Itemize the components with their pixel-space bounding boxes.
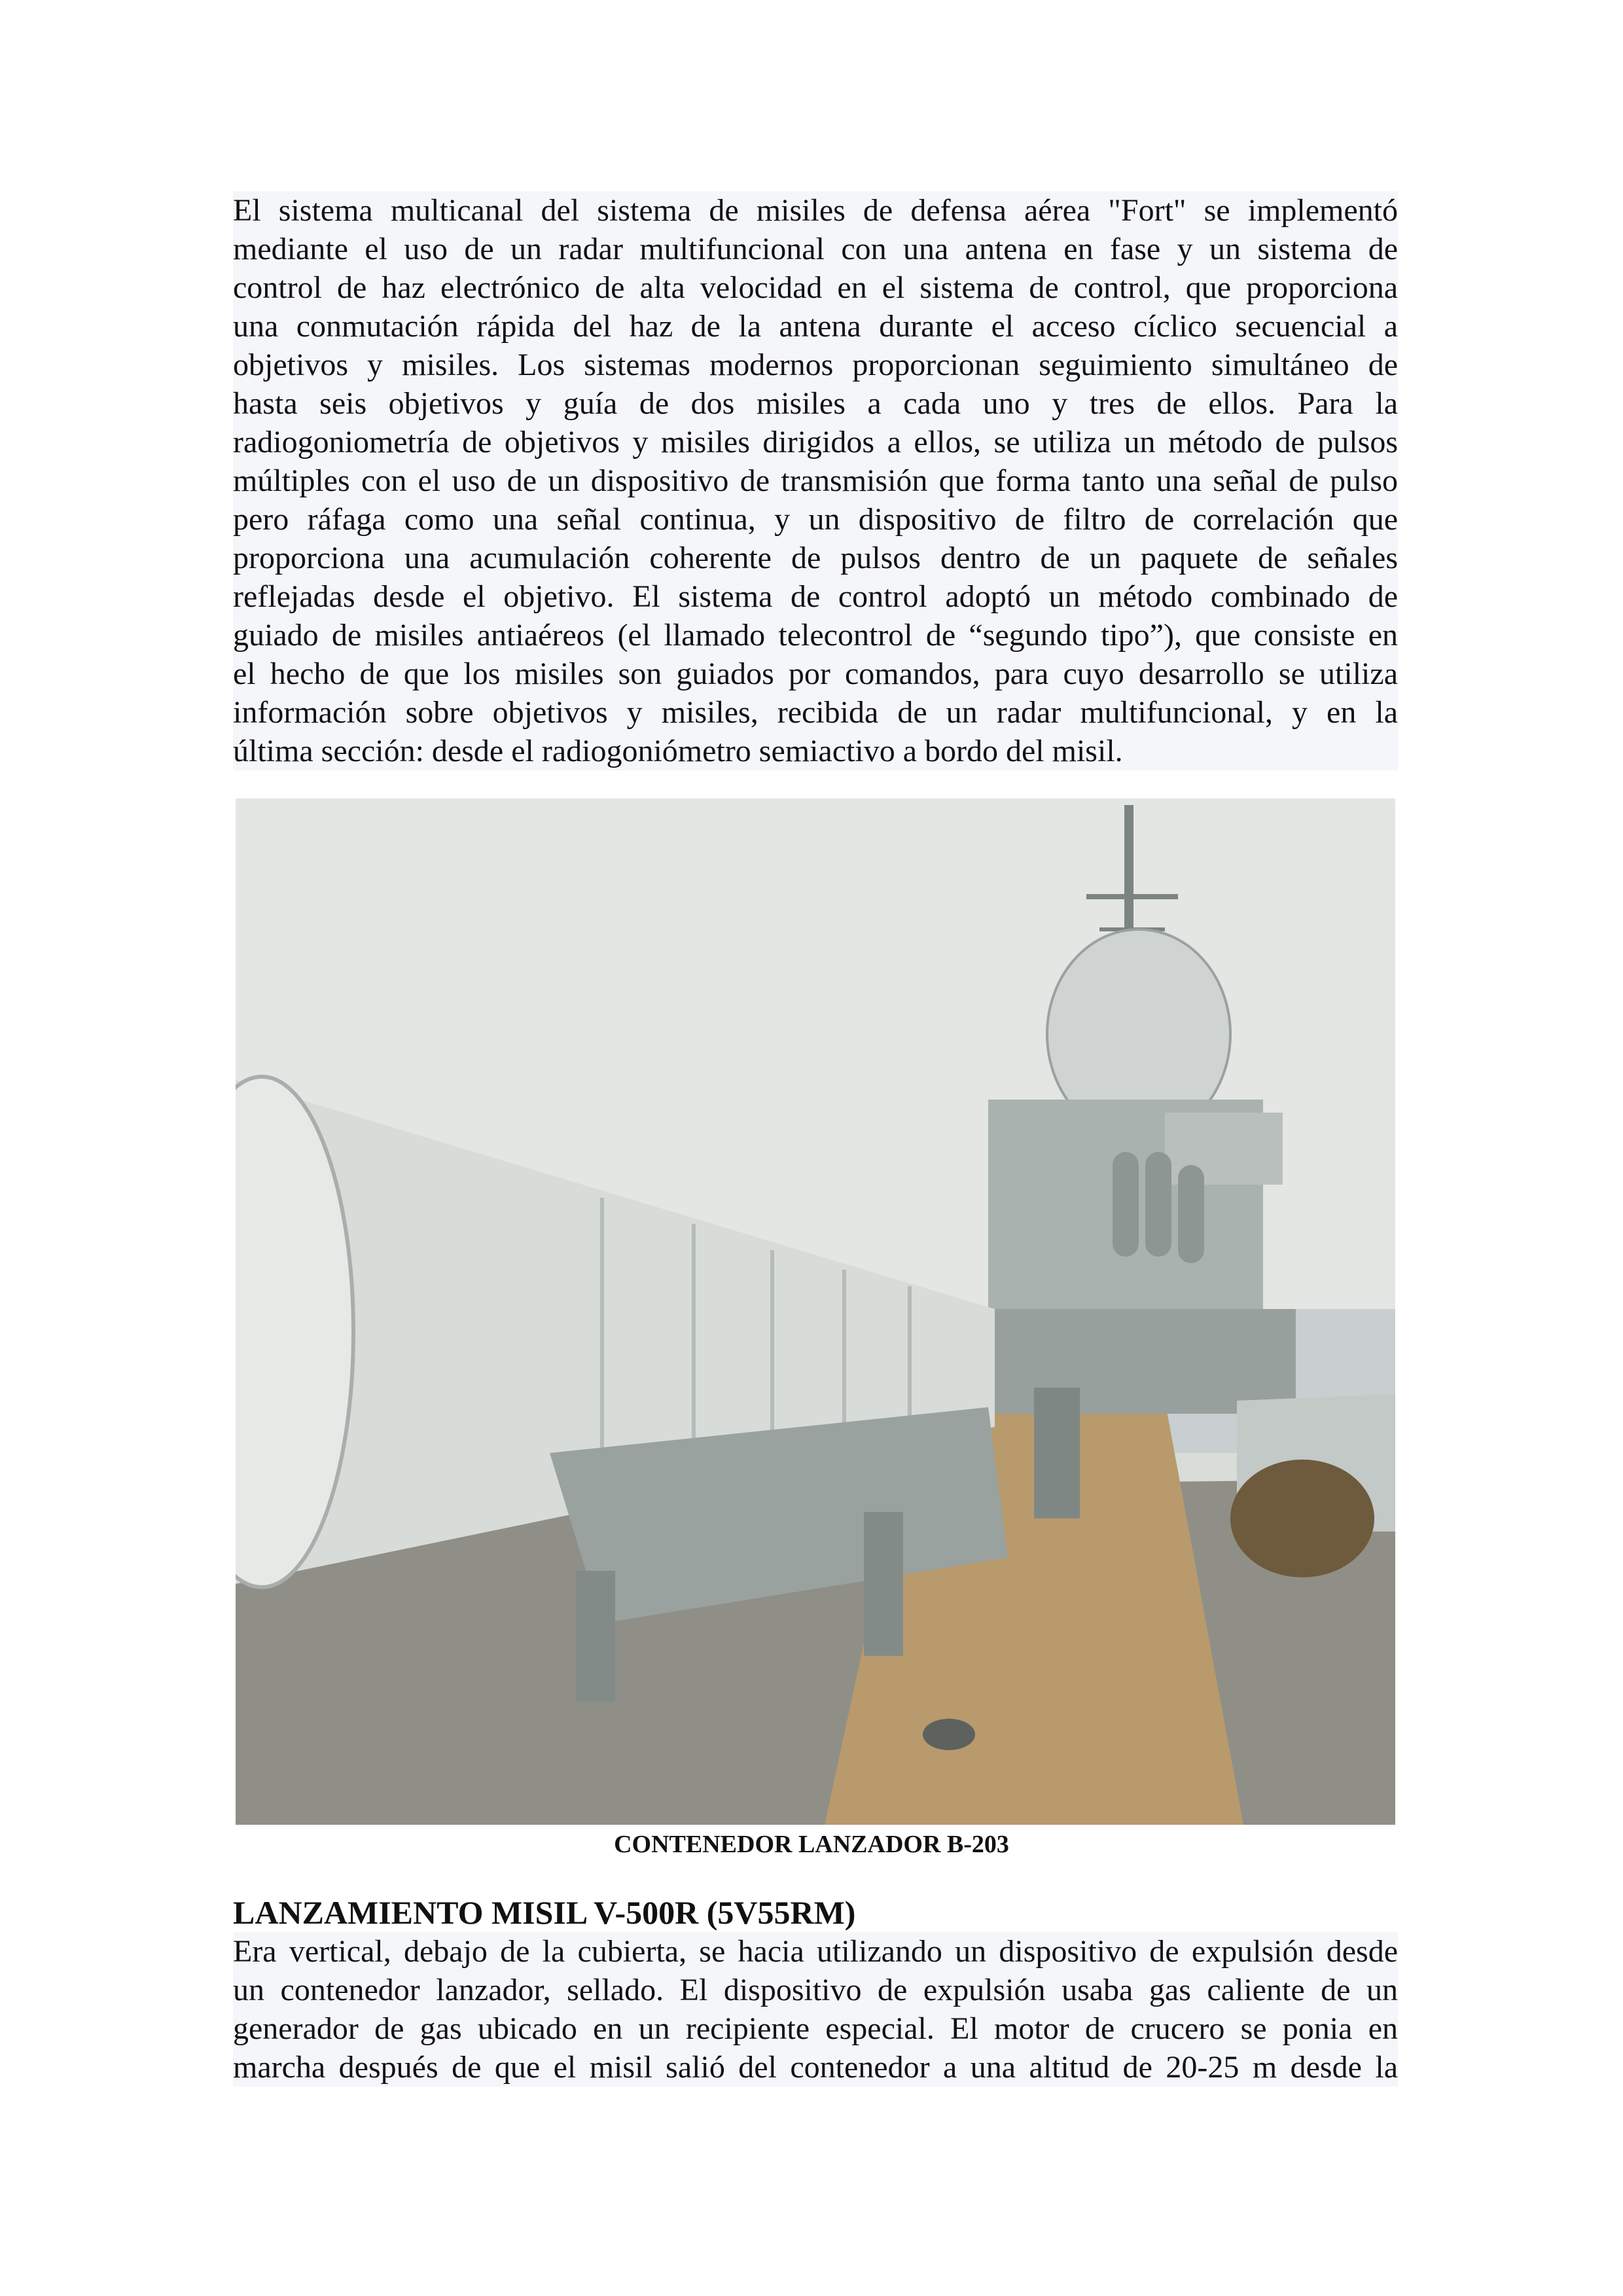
paragraph-line: última sección: desde el radiogoniómetro semiactivo a bordo del misil.	[233, 732, 1398, 770]
paragraph-line: objetivos y misiles. Los sistemas modernos proporcionan seguimiento simultáneo de	[233, 346, 1398, 384]
paragraph-line: generador de gas ubicado en un recipiente especial. El motor de crucero se ponia en	[233, 2009, 1398, 2048]
figure-caption: CONTENEDOR LANZADOR B-203	[614, 1831, 1009, 1858]
launcher-photo	[236, 798, 1395, 1825]
paragraph-line: múltiples con el uso de un dispositivo de transmisión que forma tanto una señal de pulso	[233, 461, 1398, 500]
paragraph-line: mediante el uso de un radar multifuncional con una antena en fase y un sistema de	[233, 230, 1398, 268]
paragraph-line: radiogoniometría de objetivos y misiles dirigidos a ellos, se utiliza un método de pulsos	[233, 423, 1398, 461]
launch-paragraph	[233, 1932, 1398, 2087]
paragraph-line: guiado de misiles antiaéreos (el llamado telecontrol de “segundo tipo”), que consiste en	[233, 616, 1398, 655]
paragraph-line: información sobre objetivos y misiles, recibida de un radar multifuncional, y en la	[233, 693, 1398, 732]
paragraph-line: el hecho de que los misiles son guiados por comandos, para cuyo desarrollo se utiliza	[233, 655, 1398, 693]
paragraph-line: una conmutación rápida del haz de la antena durante el acceso cíclico secuencial a	[233, 307, 1398, 346]
paragraph-line: un contenedor lanzador, sellado. El dispositivo de expulsión usaba gas caliente de un	[233, 1971, 1398, 2009]
deck-fitting	[923, 1719, 975, 1750]
paragraph-line: pero ráfaga como una señal continua, y un dispositivo de filtro de correlación que	[233, 500, 1398, 539]
section-heading: LANZAMIENTO MISIL V-500R (5V55RM)	[233, 1894, 856, 1931]
paragraph-line: Era vertical, debajo de la cubierta, se hacia utilizando un dispositivo de expulsión desde	[233, 1932, 1398, 1971]
intro-paragraph	[233, 191, 1398, 770]
paragraph-line: hasta seis objetivos y guía de dos misiles a cada uno y tres de ellos. Para la	[233, 384, 1398, 423]
paragraph-line: reflejadas desde el objetivo. El sistema de control adoptó un método combinado de	[233, 577, 1398, 616]
paragraph-line: proporciona una acumulación coherente de pulsos dentro de un paquete de señales	[233, 539, 1398, 577]
rope-coil	[1230, 1460, 1374, 1577]
paragraph-line: marcha después de que el misil salió del contenedor a una altitud de 20-25 m desde la	[233, 2048, 1398, 2087]
paragraph-line: control de haz electrónico de alta velocidad en el sistema de control, que proporciona	[233, 268, 1398, 307]
paragraph-line: El sistema multicanal del sistema de misiles de defensa aérea "Fort" se implementó	[233, 191, 1398, 230]
